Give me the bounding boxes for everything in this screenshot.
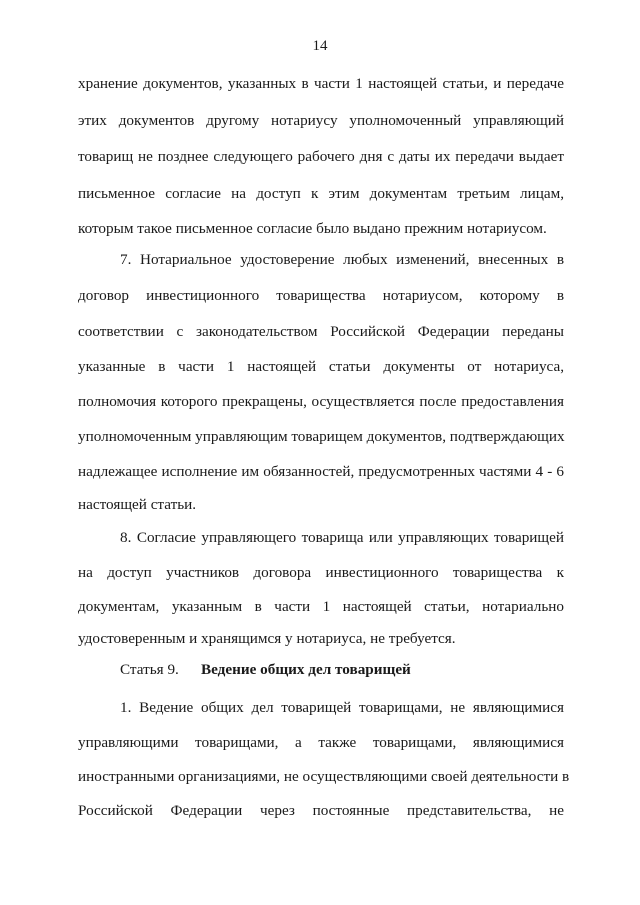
paragraph-7-line-6: уполномоченным управляющим товарищем документов, подтверждающих: [78, 428, 565, 445]
paragraph-8-line-4: удостоверенным и хранящимся у нотариуса, не требуется.: [78, 630, 456, 647]
article-number: Статья 9.: [120, 661, 179, 678]
paragraph-7-line-2: договор инвестиционного товарищества нотариусом, которому в: [78, 287, 564, 304]
paragraph-1-line-2: этих документов другому нотариусу уполномоченный управляющий: [78, 112, 564, 129]
paragraph-1-line-4: письменное согласие на доступ к этим документам третьим лицам,: [78, 185, 564, 202]
paragraph-7-line-5: полномочия которого прекращены, осуществляется после предоставления: [78, 393, 564, 410]
paragraph-7-line-7: надлежащее исполнение им обязанностей, предусмотренных частями 4 - 6: [78, 463, 564, 480]
paragraph-1-line-1: хранение документов, указанных в части 1 настоящей статьи, и передаче: [78, 75, 564, 92]
article-heading: [120, 660, 411, 680]
paragraph-1-line-5: которым такое письменное согласие было выдано прежним нотариусом.: [78, 220, 547, 237]
paragraph-7-line-8: настоящей статьи.: [78, 496, 197, 513]
paragraph-7-line-3: соответствии с законодательством Российской Федерации переданы: [78, 323, 564, 340]
page-number: 14: [312, 38, 328, 54]
paragraph-8-line-2: на доступ участников договора инвестиционного товарищества к: [78, 564, 564, 581]
paragraph-7-line-4: указанные в части 1 настоящей статьи документы от нотариуса,: [78, 358, 564, 375]
article-paragraph-line-1: 1. Ведение общих дел товарищей товарищами, не являющимися: [120, 699, 564, 716]
paragraph-1-line-3: товарищ не позднее следующего рабочего дня с даты их передачи выдает: [78, 148, 564, 165]
article-paragraph-line-4: Российской Федерации через постоянные представительства, не: [78, 802, 564, 819]
article-paragraph-line-2: управляющими товарищами, а также товарищами, являющимися: [78, 734, 564, 751]
paragraph-8-line-1: 8. Согласие управляющего товарища или управляющих товарищей: [120, 529, 564, 546]
article-paragraph-line-3: иностранными организациями, не осуществляющими своей деятельности в: [78, 768, 570, 785]
paragraph-7-line-1: 7. Нотариальное удостоверение любых изменений, внесенных в: [120, 251, 564, 268]
article-title: Ведение общих дел товарищей: [201, 661, 411, 678]
paragraph-8-line-3: документам, указанным в части 1 настоящей статьи, нотариально: [78, 598, 564, 615]
